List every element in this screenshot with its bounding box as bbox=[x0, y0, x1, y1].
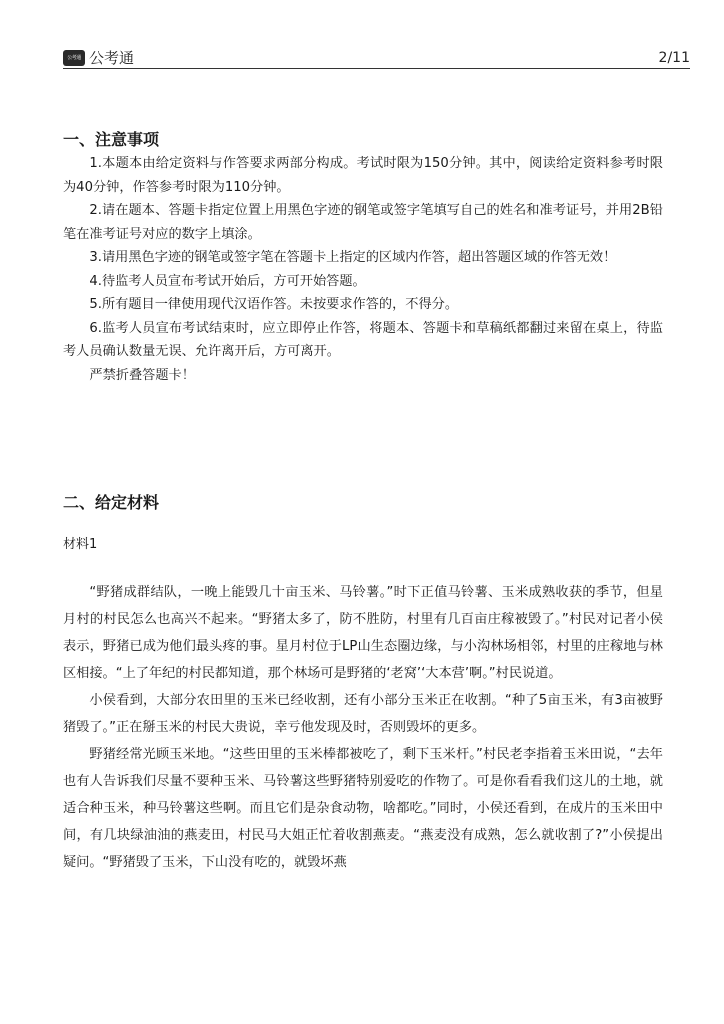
material-paragraph: 小侯看到，大部分农田里的玉米已经收割，还有小部分玉米正在收割。“种了5亩玉米，有3亩被野猪毁了。”正在掰玉米的村民大贵说，幸亏他发现及时，否则毁坏的更多。 bbox=[63, 692, 663, 735]
page-header bbox=[63, 44, 690, 69]
note-paragraph: 6.监考人员宣布考试结束时，应立即停止作答，将题本、答题卡和草稿纸都翻过来留在桌上，待监考人员确认数量无误、允许离开后，方可离开。 bbox=[63, 320, 663, 359]
note-paragraph: 3.请用黑色字迹的钢笔或签字笔在答题卡上指定的区域内作答，超出答题区域的作答无效！ bbox=[89, 250, 617, 265]
document-body bbox=[63, 128, 663, 876]
material-label: 材料1 bbox=[63, 537, 98, 552]
note-paragraph: 2.请在题本、答题卡指定位置上用黑色字迹的钢笔或签字笔填写自己的姓名和准考证号，并用2B铅笔在准考证号对应的数字上填涂。 bbox=[63, 203, 663, 242]
section-title-notes: 一、注意事项 bbox=[63, 130, 160, 149]
note-paragraph: 5.所有题目一律使用现代汉语作答。未按要求作答的，不得分。 bbox=[89, 297, 459, 312]
note-paragraph: 1.本题本由给定资料与作答要求两部分构成。考试时限为150分钟。其中，阅读给定资料参考时限为40分钟，作答参考时限为110分钟。 bbox=[63, 156, 663, 195]
material-body bbox=[63, 579, 663, 876]
material-paragraph: “野猪成群结队，一晚上能毁几十亩玉米、马铃薯。”时下正值马铃薯、玉米成熟收获的季节，但星月村的村民怎么也高兴不起来。“野猪太多了，防不胜防，村里有几百亩庄稼被毁了。”村民对记者小侯表示，野猪已成为他们最头疼的事。星月村位于LP山生态圈边缘，与小沟林场相邻，村里的庄稼地与林区相接。“上了年纪的村民都知道，那个林场可是野猪的‘老窝’‘大本营’啊。”村民说道。 bbox=[63, 584, 663, 681]
logo-badge-icon: 公考通 bbox=[63, 50, 85, 66]
note-paragraph: 4.待监考人员宣布考试开始后，方可开始答题。 bbox=[89, 273, 366, 289]
section-title-materials: 二、给定材料 bbox=[63, 493, 160, 512]
note-paragraph: 严禁折叠答题卡！ bbox=[89, 367, 195, 383]
page-number: 2/11 bbox=[658, 50, 690, 66]
logo-text: 公考通 bbox=[89, 49, 135, 67]
logo bbox=[63, 47, 134, 68]
material-paragraph: 野猪经常光顾玉米地。“这些田里的玉米棒都被吃了，剩下玉米杆。”村民老李指着玉米田说，“去年也有人告诉我们尽量不要种玉米、马铃薯这些野猪特别爱吃的作物了。可是你看看我们这儿的土地，就适合种玉米，种马铃薯这些啊。而且它们是杂食动物，啥都吃。”同时，小侯还看到，在成片的玉米田中间，有几块绿油油的燕麦田，村民马大姐正忙着收割燕麦。“燕麦没有成熟，怎么就收割了?”小侯提出疑问。“野猪毁了玉米，下山没有吃的，就毁坏燕 bbox=[63, 746, 663, 870]
spacer bbox=[63, 387, 663, 491]
